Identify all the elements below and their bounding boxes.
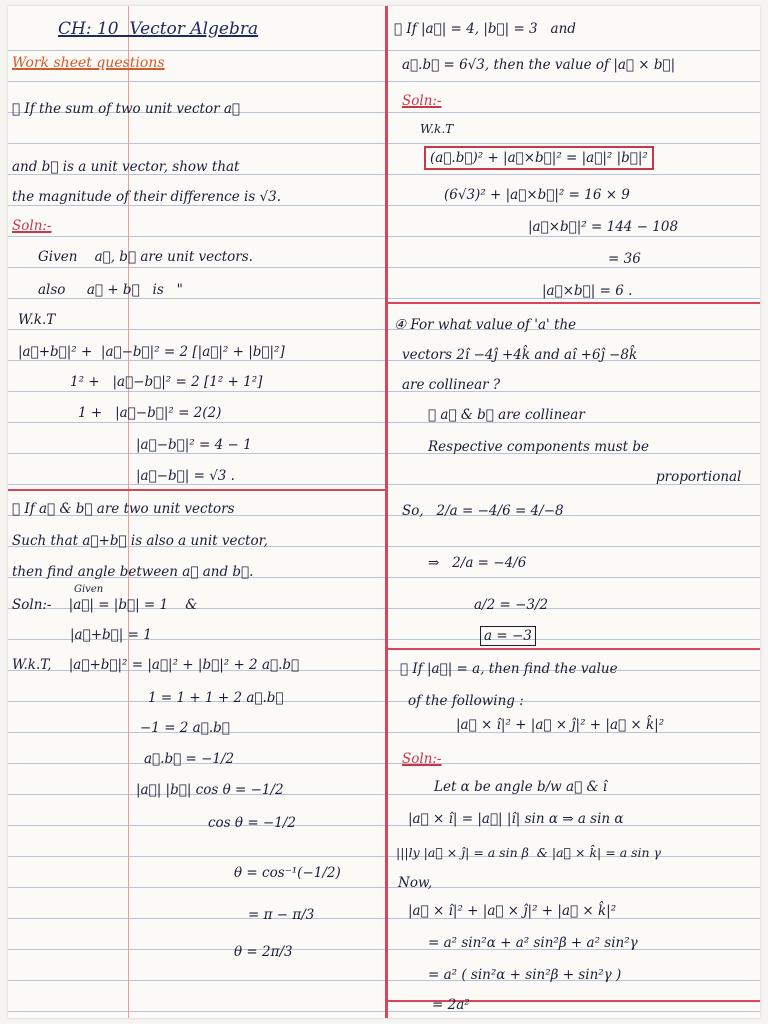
- q1-result: |a⃗−b⃗| = √3 .: [136, 468, 235, 484]
- q2-step-1: 1 = 1 + 1 + 2 a⃗.b⃗: [148, 690, 284, 706]
- q4-reason-1: ∵ a⃗ & b⃗ are collinear: [428, 407, 585, 423]
- q3-step-3: = 36: [608, 251, 641, 267]
- q2-line-3: then find angle between a⃗ and b⃗.: [12, 564, 254, 580]
- q2-step-4: |a⃗| |b⃗| cos θ = −1/2: [136, 782, 284, 798]
- q3-line-1: ③ If |a⃗| = 4, |b⃗| = 3 and: [394, 21, 576, 37]
- q1-step-1: 1² + |a⃗−b⃗|² = 2 [1² + 1²]: [70, 374, 263, 390]
- q1-step-3: |a⃗−b⃗|² = 4 − 1: [136, 437, 252, 453]
- notebook-page: [8, 6, 760, 1018]
- q5-result: = 2a²: [432, 997, 470, 1013]
- q1-line-3: the magnitude of their difference is √3.: [12, 189, 282, 205]
- q5-expression: |a⃗ × î|² + |a⃗ × ĵ|² + |a⃗ × k̂|²: [456, 717, 665, 733]
- q4-reason-2: Respective components must be: [428, 439, 649, 455]
- q5-step-4: |a⃗ × î|² + |a⃗ × ĵ|² + |a⃗ × k̂|²: [408, 903, 617, 919]
- q3-step-1: (6√3)² + |a⃗×b⃗|² = 16 × 9: [444, 187, 630, 203]
- q4-step-1: So, 2/a = −4/6 = 4/−8: [402, 503, 564, 519]
- q5-solution-label: Soln:-: [402, 751, 442, 767]
- left-column: [8, 6, 385, 1018]
- q3-line-2: a⃗.b⃗ = 6√3, then the value of |a⃗ × b⃗|: [402, 57, 676, 73]
- q2-step-3: a⃗.b⃗ = −1/2: [144, 751, 235, 767]
- q1-line-wkt: W.k.T: [18, 312, 56, 328]
- q2-identity: W.k.T, |a⃗+b⃗|² = |a⃗|² + |b⃗|² + 2 a⃗.b⃗: [12, 657, 300, 673]
- q2-line-2: Such that a⃗+b⃗ is also a unit vector,: [12, 533, 268, 549]
- q2-given-label: Given: [74, 584, 104, 595]
- q3-step-2: |a⃗×b⃗|² = 144 − 108: [528, 219, 679, 235]
- q3-identity-boxed: (a⃗.b⃗)² + |a⃗×b⃗|² = |a⃗|² |b⃗|²: [424, 146, 654, 170]
- worksheet-heading: Work sheet questions: [12, 55, 165, 71]
- q2-step-6: θ = cos⁻¹(−1/2): [234, 865, 341, 881]
- q5-step-3: |||ly |a⃗ × ĵ| = a sin β & |a⃗ × k̂| = a sin γ: [396, 845, 662, 860]
- q1-line-2: and b⃗ is a unit vector, show that: [12, 159, 240, 175]
- q4-step-2: ⇒ 2/a = −4/6: [428, 555, 527, 571]
- q4-line-2: vectors 2î −4ĵ +4k̂ and aî +6ĵ −8k̂: [402, 347, 638, 363]
- q1-line-given: Given a⃗, b⃗ are unit vectors.: [38, 249, 253, 265]
- q3-solution-label: Soln:-: [402, 93, 442, 109]
- q2-step-5: cos θ = −1/2: [208, 815, 296, 831]
- right-column: [388, 6, 760, 1018]
- q2-line-1: ② If a⃗ & b⃗ are two unit vectors: [12, 501, 235, 517]
- q5-step-1: Let α be angle b/w a⃗ & î: [434, 779, 608, 795]
- q2-step-7: = π − π/3: [248, 907, 315, 923]
- q4-result-boxed: a = −3: [480, 626, 536, 646]
- q2-given-2: |a⃗+b⃗| = 1: [70, 627, 152, 643]
- q3-result: |a⃗×b⃗| = 6 .: [542, 283, 633, 299]
- q1-line-1: ① If the sum of two unit vector a⃗: [12, 101, 240, 117]
- chapter-title: CH: 10 Vector Algebra: [58, 19, 259, 39]
- q2-step-2: −1 = 2 a⃗.b⃗: [140, 720, 230, 736]
- q3-wkt: W.k.T: [420, 122, 454, 136]
- q5-line-1: ⑤ If |a⃗| = a, then find the value: [400, 661, 618, 677]
- q1-line-also: also a⃗ + b⃗ is ": [38, 282, 183, 298]
- q4-line-1: ④ For what value of 'a' the: [394, 317, 577, 333]
- q4-step-3: a/2 = −3/2: [474, 597, 549, 613]
- q4-line-3: are collinear ?: [402, 377, 501, 393]
- q1-identity: |a⃗+b⃗|² + |a⃗−b⃗|² = 2 [|a⃗|² + |b⃗|²]: [18, 344, 285, 360]
- q2-result: θ = 2π/3: [234, 944, 293, 960]
- q1-step-2: 1 + |a⃗−b⃗|² = 2(2): [78, 405, 222, 421]
- q4-reason-3: proportional: [656, 469, 742, 485]
- q1-solution-label: Soln:-: [12, 218, 52, 234]
- q2-given: Soln:- |a⃗| = |b⃗| = 1 &: [12, 597, 198, 613]
- q5-step-5: = a² sin²α + a² sin²β + a² sin²γ: [428, 935, 638, 951]
- q5-now: Now,: [398, 875, 433, 891]
- q5-line-2: of the following :: [408, 693, 524, 709]
- q5-step-6: = a² ( sin²α + sin²β + sin²γ ): [428, 967, 622, 983]
- q5-step-2: |a⃗ × î| = |a⃗| |î| sin α ⇒ a sin α: [408, 811, 624, 827]
